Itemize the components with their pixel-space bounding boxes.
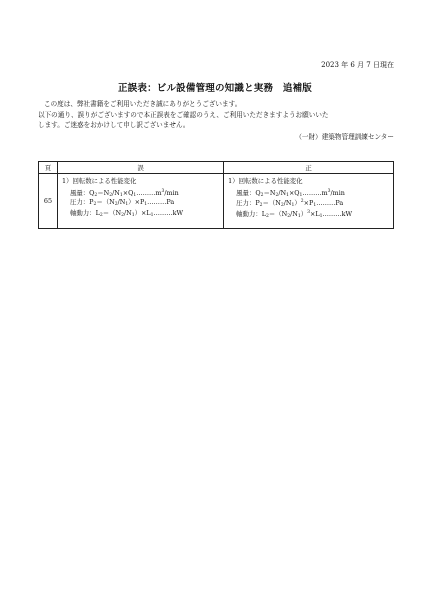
intro-line-3: します。ご迷惑をおかけして申し訳ございません。 (38, 121, 190, 129)
correct-power-formula: 軸動力：$L_2=(N_2/N_1)^3\times L_1\dots\dots\dots kW$ (236, 209, 353, 219)
header-page: 頁 (39, 162, 58, 174)
wrong-power-formula: 軸動力：$L_2=(N_2/N_1)\times L_1\dots\dots\dots kW$ (70, 208, 184, 218)
wrong-heading: 1）回転数による性能変化 (62, 177, 137, 185)
page-number: 65 (39, 174, 58, 229)
header-wrong: 誤 (58, 162, 224, 174)
intro-text (38, 99, 398, 131)
table-row (39, 174, 394, 229)
document-title: 正誤表：ビル設備管理の知識と実務 追補版 (117, 83, 312, 94)
intro-line-2: 以下の通り、誤りがございますので本正誤表をご確認のうえ、ご利用いただきますようお願いいた (38, 110, 329, 119)
wrong-cell (58, 174, 224, 229)
table-header-row (39, 162, 394, 174)
organization-name: （一財）建築物管理訓練センター (295, 133, 394, 141)
wrong-pressure-formula: 圧力：$P_2=(N_2/N_1)\times P_1\dots\dots\dots Pa$ (70, 198, 175, 207)
intro-line-1: この度は、弊社書籍をご利用いただき誠にありがとうございます。 (44, 100, 242, 108)
errata-table (38, 161, 394, 229)
correct-heading: 1）回転数による性能変化 (228, 177, 303, 185)
header-correct: 正 (224, 162, 394, 174)
document-date: 2023 年 6 月 7 日現在 (321, 61, 394, 69)
wrong-airflow-formula: 風量：$Q_2=N_2/N_1\times Q_1\dots\dots\dots m^3/\min$ (70, 188, 179, 198)
correct-airflow-formula: 風量：$Q_2=N_2/N_1\times Q_1\dots\dots\dots m^3/\min$ (236, 188, 345, 198)
correct-cell (224, 174, 394, 229)
correct-pressure-formula: 圧力：$P_2=(N_2/N_1)^2\times P_1\dots\dots\dots Pa$ (236, 199, 344, 208)
